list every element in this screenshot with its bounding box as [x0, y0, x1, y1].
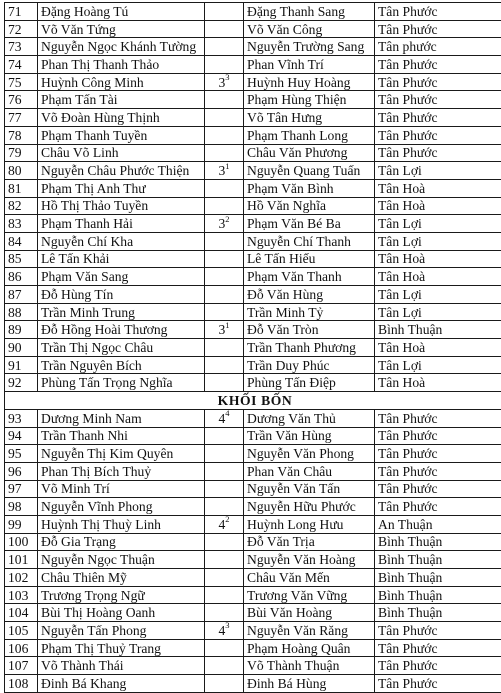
class-cell	[205, 604, 244, 622]
parent-name-cell: Trần Minh Tỷ	[244, 303, 375, 321]
student-name-cell: Phạm Thị Anh Thư	[38, 179, 205, 197]
table-row	[5, 427, 501, 445]
parent-name-cell: Nguyễn Chí Thanh	[244, 232, 375, 250]
address-cell: Bình Thuận	[375, 569, 501, 587]
student-name-cell: Nguyễn Thị Kim Quyên	[38, 445, 205, 463]
address-cell: Tân Phước	[375, 462, 501, 480]
table-row	[5, 3, 501, 21]
class-cell	[205, 303, 244, 321]
student-name-cell: Châu Võ Linh	[38, 144, 205, 162]
class-cell	[205, 339, 244, 357]
table-row	[5, 268, 501, 286]
address-cell: Tân phước	[375, 38, 501, 56]
address-cell: Tân Lợi	[375, 162, 501, 180]
student-name-cell: Đỗ Hùng Tín	[38, 286, 205, 304]
class-cell	[205, 109, 244, 127]
table-row	[5, 515, 501, 533]
row-number-cell: 105	[5, 622, 38, 640]
address-cell: Tân Phước	[375, 445, 501, 463]
address-cell: Tân Hoà	[375, 197, 501, 215]
class-grade: 4	[218, 517, 225, 532]
student-name-cell: Phạm Thị Thuỷ Trang	[38, 639, 205, 657]
class-cell	[205, 56, 244, 74]
table-row	[5, 215, 501, 233]
parent-name-cell: Đỗ Văn Tròn	[244, 321, 375, 339]
address-cell: Tân Hoà	[375, 179, 501, 197]
class-cell	[205, 286, 244, 304]
row-number-cell: 76	[5, 91, 38, 109]
class-section-superscript: 2	[225, 215, 229, 224]
parent-name-cell: Nguyễn Văn Răng	[244, 622, 375, 640]
student-name-cell: Võ Văn Tứng	[38, 20, 205, 38]
parent-name-cell: Phạm Hoàng Quân	[244, 639, 375, 657]
class-cell	[205, 126, 244, 144]
student-name-cell: Trần Thanh Nhi	[38, 427, 205, 445]
class-section-superscript: 1	[225, 162, 229, 171]
student-name-cell: Phạm Văn Sang	[38, 268, 205, 286]
student-roster-table	[4, 2, 501, 693]
table-row	[5, 162, 501, 180]
address-cell: Tân Phước	[375, 109, 501, 127]
row-number-cell: 91	[5, 356, 38, 374]
class-section-superscript: 3	[225, 73, 229, 82]
student-name-cell: Châu Thiên Mỹ	[38, 569, 205, 587]
class-cell	[205, 374, 244, 392]
parent-name-cell: Hồ Văn Nghĩa	[244, 197, 375, 215]
student-name-cell: Lê Tấn Khải	[38, 250, 205, 268]
parent-name-cell: Nguyễn Văn Phong	[244, 445, 375, 463]
student-name-cell: Võ Thành Thái	[38, 657, 205, 675]
class-cell	[205, 639, 244, 657]
row-number-cell: 96	[5, 462, 38, 480]
class-cell	[205, 38, 244, 56]
parent-name-cell: Phạm Văn Bé Ba	[244, 215, 375, 233]
address-cell: Tân Phước	[375, 409, 501, 427]
student-name-cell: Bùi Thị Hoàng Oanh	[38, 604, 205, 622]
address-cell: Tân Phước	[375, 622, 501, 640]
student-name-cell: Trần Thị Ngọc Châu	[38, 339, 205, 357]
table-row	[5, 109, 501, 127]
table-row	[5, 73, 501, 91]
address-cell: Tân Phước	[375, 144, 501, 162]
address-cell: Bình Thuận	[375, 321, 501, 339]
row-number-cell: 82	[5, 197, 38, 215]
row-number-cell: 101	[5, 551, 38, 569]
parent-name-cell: Phan Vĩnh Trí	[244, 56, 375, 74]
parent-name-cell: Phan Văn Châu	[244, 462, 375, 480]
parent-name-cell: Lê Tấn Hiếu	[244, 250, 375, 268]
address-cell: Tân Lợi	[375, 303, 501, 321]
table-row	[5, 232, 501, 250]
parent-name-cell: Nguyễn Quang Tuấn	[244, 162, 375, 180]
class-grade: 4	[218, 411, 225, 426]
row-number-cell: 77	[5, 109, 38, 127]
class-cell	[205, 427, 244, 445]
table-row	[5, 303, 501, 321]
row-number-cell: 102	[5, 569, 38, 587]
row-number-cell: 71	[5, 3, 38, 21]
class-cell	[205, 622, 244, 640]
student-name-cell: Đỗ Gia Trạng	[38, 533, 205, 551]
table-row	[5, 409, 501, 427]
row-number-cell: 86	[5, 268, 38, 286]
row-number-cell: 104	[5, 604, 38, 622]
parent-name-cell: Phạm Thanh Long	[244, 126, 375, 144]
address-cell: Tân Phước	[375, 480, 501, 498]
parent-name-cell: Đỗ Văn Trịa	[244, 533, 375, 551]
class-section-superscript: 2	[225, 515, 229, 524]
table-row	[5, 197, 501, 215]
student-name-cell: Nguyễn Vĩnh Phong	[38, 498, 205, 516]
row-number-cell: 88	[5, 303, 38, 321]
row-number-cell: 92	[5, 374, 38, 392]
row-number-cell: 107	[5, 657, 38, 675]
parent-name-cell: Phạm Văn Bình	[244, 179, 375, 197]
roster-body	[5, 3, 501, 693]
class-cell	[205, 250, 244, 268]
student-name-cell: Phùng Tấn Trọng Nghĩa	[38, 374, 205, 392]
class-grade: 3	[218, 163, 225, 178]
section-header-row	[5, 392, 501, 410]
parent-name-cell: Bùi Văn Hoàng	[244, 604, 375, 622]
student-name-cell: Trần Minh Trung	[38, 303, 205, 321]
class-grade: 3	[218, 216, 225, 231]
parent-name-cell: Phạm Văn Thanh	[244, 268, 375, 286]
class-cell	[205, 162, 244, 180]
address-cell: Tân Hoà	[375, 268, 501, 286]
student-name-cell: Phạm Thanh Tuyền	[38, 126, 205, 144]
parent-name-cell: Đặng Thanh Sang	[244, 3, 375, 21]
address-cell: Bình Thuận	[375, 533, 501, 551]
student-name-cell: Võ Minh Trí	[38, 480, 205, 498]
class-cell	[205, 515, 244, 533]
parent-name-cell: Phạm Hùng Thiện	[244, 91, 375, 109]
address-cell: Bình Thuận	[375, 604, 501, 622]
address-cell: Tân Phước	[375, 126, 501, 144]
class-cell	[205, 232, 244, 250]
class-grade: 4	[218, 623, 225, 638]
row-number-cell: 87	[5, 286, 38, 304]
class-cell	[205, 569, 244, 587]
student-name-cell: Đỗ Hồng Hoài Thương	[38, 321, 205, 339]
table-row	[5, 56, 501, 74]
student-name-cell: Trần Nguyên Bích	[38, 356, 205, 374]
student-name-cell: Phan Thị Thanh Thảo	[38, 56, 205, 74]
table-row	[5, 91, 501, 109]
row-number-cell: 98	[5, 498, 38, 516]
row-number-cell: 95	[5, 445, 38, 463]
table-row	[5, 533, 501, 551]
table-row	[5, 462, 501, 480]
row-number-cell: 75	[5, 73, 38, 91]
parent-name-cell: Đỗ Văn Hùng	[244, 286, 375, 304]
class-cell	[205, 356, 244, 374]
student-name-cell: Phạm Thanh Hải	[38, 215, 205, 233]
table-row	[5, 356, 501, 374]
table-row	[5, 445, 501, 463]
table-row	[5, 657, 501, 675]
student-name-cell: Đinh Bá Khang	[38, 675, 205, 693]
address-cell: Tân Phước	[375, 3, 501, 21]
class-cell	[205, 179, 244, 197]
section-title: KHỐI BỐN	[5, 392, 501, 410]
table-row	[5, 622, 501, 640]
parent-name-cell: Huỳnh Long Hưu	[244, 515, 375, 533]
class-cell	[205, 268, 244, 286]
table-row	[5, 586, 501, 604]
student-name-cell: Nguyễn Tấn Phong	[38, 622, 205, 640]
address-cell: Tân Lợi	[375, 232, 501, 250]
address-cell: Tân Phước	[375, 20, 501, 38]
table-row	[5, 144, 501, 162]
student-name-cell: Nguyễn Ngọc Khánh Tường	[38, 38, 205, 56]
address-cell: Tân Lợi	[375, 286, 501, 304]
table-row	[5, 374, 501, 392]
row-number-cell: 108	[5, 675, 38, 693]
row-number-cell: 85	[5, 250, 38, 268]
student-name-cell: Võ Đoàn Hùng Thịnh	[38, 109, 205, 127]
table-row	[5, 179, 501, 197]
parent-name-cell: Dương Văn Thủ	[244, 409, 375, 427]
parent-name-cell: Phùng Tấn Điệp	[244, 374, 375, 392]
parent-name-cell: Trần Văn Hùng	[244, 427, 375, 445]
class-cell	[205, 321, 244, 339]
class-cell	[205, 445, 244, 463]
class-cell	[205, 586, 244, 604]
address-cell: Tân Lợi	[375, 356, 501, 374]
address-cell: Tân Phước	[375, 91, 501, 109]
address-cell: Tân Phước	[375, 73, 501, 91]
table-row	[5, 480, 501, 498]
class-cell	[205, 480, 244, 498]
student-name-cell: Huỳnh Thị Thuỳ Linh	[38, 515, 205, 533]
class-cell	[205, 91, 244, 109]
address-cell: Tân Hoà	[375, 339, 501, 357]
address-cell: Tân Phước	[375, 56, 501, 74]
parent-name-cell: Nguyễn Văn Tấn	[244, 480, 375, 498]
row-number-cell: 100	[5, 533, 38, 551]
table-row	[5, 569, 501, 587]
table-row	[5, 498, 501, 516]
row-number-cell: 78	[5, 126, 38, 144]
row-number-cell: 81	[5, 179, 38, 197]
table-row	[5, 339, 501, 357]
table-row	[5, 286, 501, 304]
parent-name-cell: Châu Văn Mến	[244, 569, 375, 587]
student-name-cell: Nguyễn Ngọc Thuận	[38, 551, 205, 569]
table-row	[5, 250, 501, 268]
table-row	[5, 675, 501, 693]
parent-name-cell: Võ Tân Hưng	[244, 109, 375, 127]
student-name-cell: Phạm Tấn Tài	[38, 91, 205, 109]
class-cell	[205, 551, 244, 569]
address-cell: An Thuận	[375, 515, 501, 533]
parent-name-cell: Huỳnh Huy Hoàng	[244, 73, 375, 91]
class-cell	[205, 462, 244, 480]
address-cell: Tân Phước	[375, 675, 501, 693]
row-number-cell: 89	[5, 321, 38, 339]
address-cell: Tân Phước	[375, 657, 501, 675]
student-name-cell: Trương Trọng Ngữ	[38, 586, 205, 604]
parent-name-cell: Trần Duy Phúc	[244, 356, 375, 374]
row-number-cell: 73	[5, 38, 38, 56]
class-cell	[205, 20, 244, 38]
row-number-cell: 80	[5, 162, 38, 180]
class-cell	[205, 197, 244, 215]
address-cell: Bình Thuận	[375, 586, 501, 604]
student-name-cell: Hồ Thị Thảo Tuyền	[38, 197, 205, 215]
parent-name-cell: Châu Văn Phương	[244, 144, 375, 162]
table-row	[5, 126, 501, 144]
student-name-cell: Phan Thị Bích Thuỷ	[38, 462, 205, 480]
class-cell	[205, 215, 244, 233]
table-row	[5, 38, 501, 56]
table-row	[5, 20, 501, 38]
class-cell	[205, 409, 244, 427]
address-cell: Tân Hoà	[375, 374, 501, 392]
parent-name-cell: Nguyễn Văn Hoàng	[244, 551, 375, 569]
student-name-cell: Dương Minh Nam	[38, 409, 205, 427]
class-grade: 3	[218, 75, 225, 90]
class-cell	[205, 675, 244, 693]
address-cell: Tân Phước	[375, 639, 501, 657]
address-cell: Bình Thuận	[375, 551, 501, 569]
class-cell	[205, 498, 244, 516]
table-row	[5, 604, 501, 622]
table-row	[5, 321, 501, 339]
class-section-superscript: 1	[225, 321, 229, 330]
parent-name-cell: Trương Văn Vững	[244, 586, 375, 604]
class-cell	[205, 3, 244, 21]
student-name-cell: Nguyễn Châu Phước Thiện	[38, 162, 205, 180]
row-number-cell: 99	[5, 515, 38, 533]
row-number-cell: 72	[5, 20, 38, 38]
class-cell	[205, 73, 244, 91]
class-section-superscript: 4	[225, 409, 229, 418]
class-cell	[205, 144, 244, 162]
address-cell: Tân Hoà	[375, 250, 501, 268]
row-number-cell: 84	[5, 232, 38, 250]
table-row	[5, 551, 501, 569]
row-number-cell: 90	[5, 339, 38, 357]
parent-name-cell: Võ Thành Thuận	[244, 657, 375, 675]
row-number-cell: 94	[5, 427, 38, 445]
class-grade: 3	[218, 322, 225, 337]
address-cell: Tân Lợi	[375, 215, 501, 233]
row-number-cell: 74	[5, 56, 38, 74]
parent-name-cell: Đinh Bá Hùng	[244, 675, 375, 693]
row-number-cell: 83	[5, 215, 38, 233]
address-cell: Tân Phước	[375, 427, 501, 445]
class-section-superscript: 3	[225, 622, 229, 631]
student-name-cell: Nguyễn Chí Kha	[38, 232, 205, 250]
row-number-cell: 106	[5, 639, 38, 657]
row-number-cell: 79	[5, 144, 38, 162]
class-cell	[205, 533, 244, 551]
student-name-cell: Đặng Hoàng Tú	[38, 3, 205, 21]
parent-name-cell: Võ Văn Công	[244, 20, 375, 38]
parent-name-cell: Nguyễn Hữu Phước	[244, 498, 375, 516]
parent-name-cell: Trần Thanh Phương	[244, 339, 375, 357]
class-cell	[205, 657, 244, 675]
parent-name-cell: Nguyễn Trường Sang	[244, 38, 375, 56]
row-number-cell: 93	[5, 409, 38, 427]
table-row	[5, 639, 501, 657]
row-number-cell: 103	[5, 586, 38, 604]
student-name-cell: Huỳnh Công Minh	[38, 73, 205, 91]
row-number-cell: 97	[5, 480, 38, 498]
address-cell: Tân Phước	[375, 498, 501, 516]
